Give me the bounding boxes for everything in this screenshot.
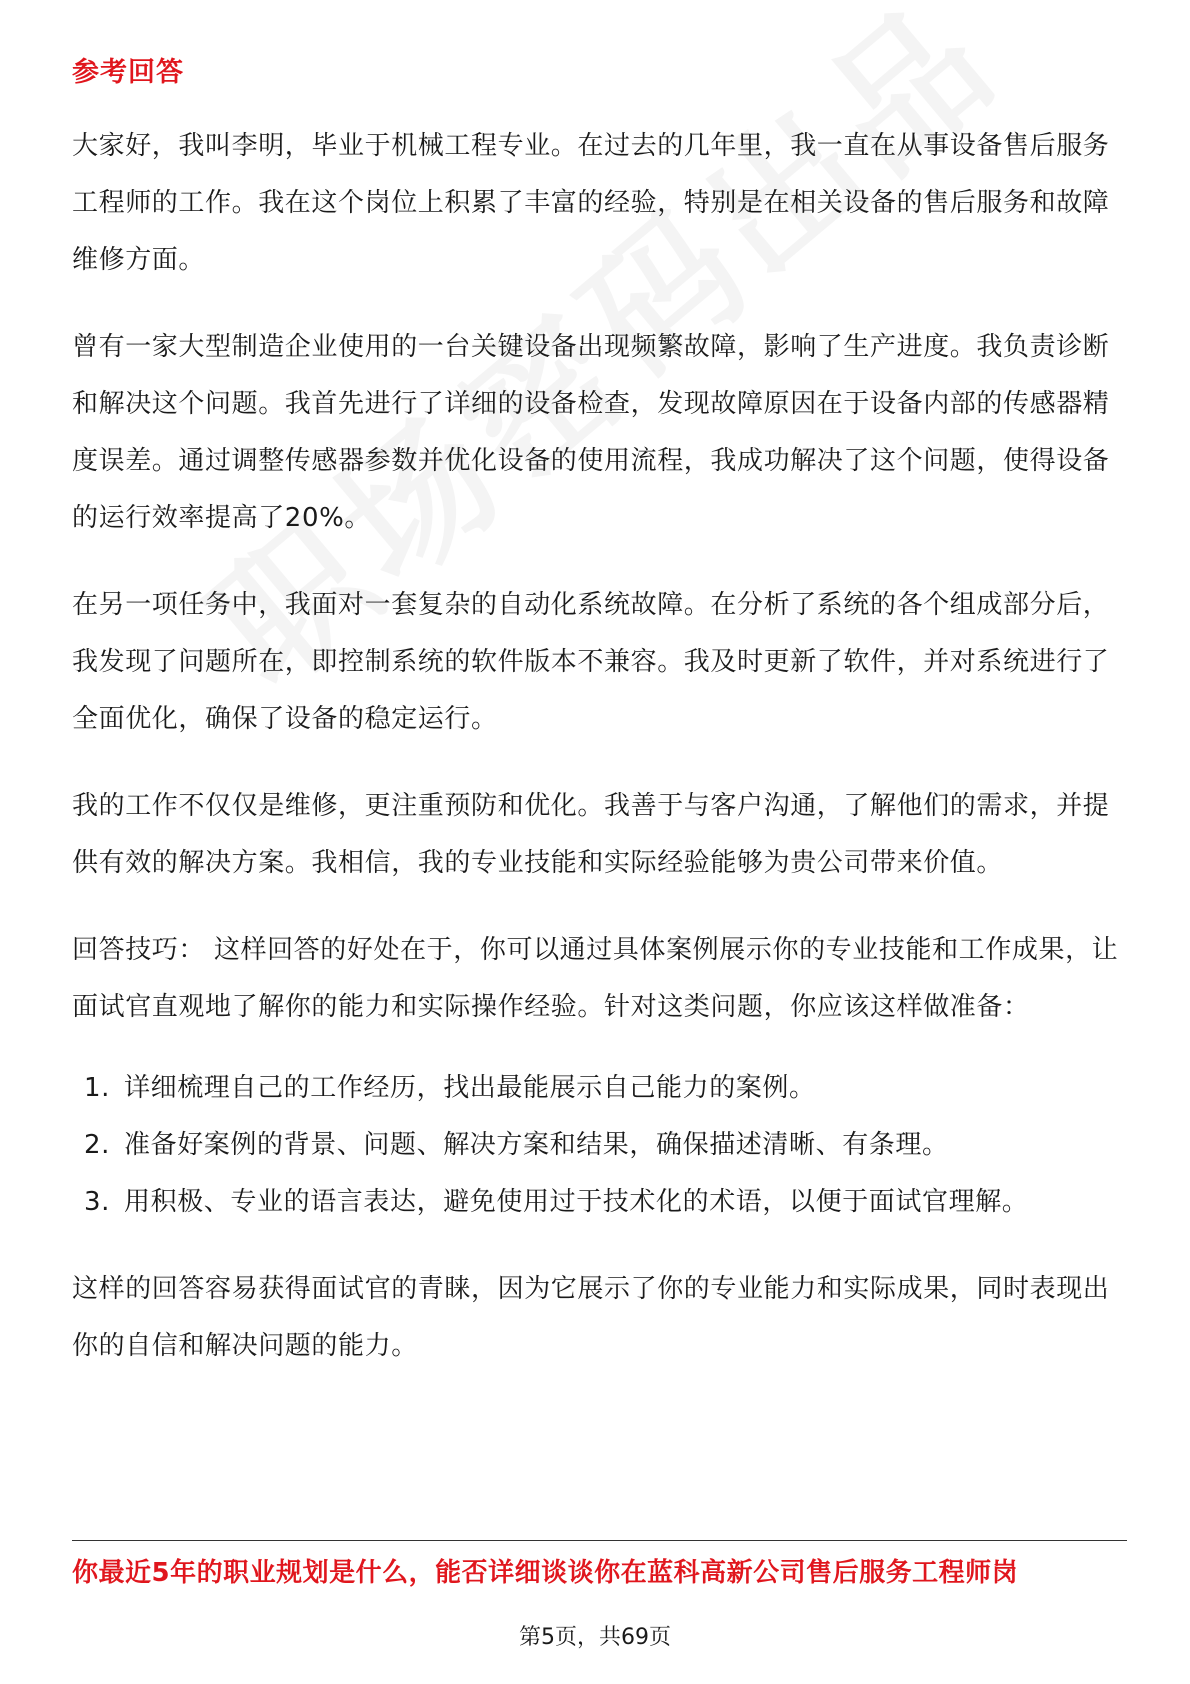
list-text: 详细梳理自己的工作经历，找出最能展示自己能力的案例。 bbox=[124, 1073, 816, 1103]
paragraph-case-2: 在另一项任务中，我面对一套复杂的自动化系统故障。在分析了系统的各个组成部分后，我发现了问题所在，即控制系统的软件版本不兼容。我及时更新了软件，并对系统进行了全面优化，确保了设备的稳定运行。 bbox=[72, 590, 1110, 734]
tips-list bbox=[72, 1060, 1122, 1231]
section-heading: 参考回答 bbox=[72, 57, 184, 88]
paragraph-closing: 这样的回答容易获得面试官的青睐，因为它展示了你的专业能力和实际成果，同时表现出你的自信和解决问题的能力。 bbox=[72, 1274, 1110, 1361]
list-item bbox=[72, 1060, 1122, 1117]
answer-body bbox=[72, 118, 1122, 1405]
list-number: 1. bbox=[84, 1073, 111, 1103]
paragraph-intro: 大家好，我叫李明，毕业于机械工程专业。在过去的几年里，我一直在从事设备售后服务工程师的工作。我在这个岗位上积累了丰富的经验，特别是在相关设备的售后服务和故障维修方面。 bbox=[72, 131, 1110, 275]
list-item bbox=[72, 1117, 1122, 1174]
paragraph-tips-intro: 回答技巧： 这样回答的好处在于，你可以通过具体案例展示你的专业技能和工作成果，让面试官直观地了解你的能力和实际操作经验。针对这类问题，你应该这样做准备： bbox=[72, 935, 1119, 1022]
page-number: 第5页，共69页 bbox=[519, 1625, 671, 1650]
list-text: 准备好案例的背景、问题、解决方案和结果，确保描述清晰、有条理。 bbox=[124, 1130, 949, 1160]
list-item bbox=[72, 1174, 1122, 1231]
list-number: 3. bbox=[84, 1187, 111, 1217]
paragraph-case-1: 曾有一家大型制造企业使用的一台关键设备出现频繁故障，影响了生产进度。我负责诊断和解决这个问题。我首先进行了详细的设备检查，发现故障原因在于设备内部的传感器精度误差。通过调整传感器参数并优化设备的使用流程，我成功解决了这个问题，使得设备的运行效率提高了20%。 bbox=[72, 332, 1110, 533]
next-question-title: 你最近5年的职业规划是什么，能否详细谈谈你在蓝科高新公司售后服务工程师岗 bbox=[72, 1558, 1019, 1588]
list-number: 2. bbox=[84, 1130, 111, 1160]
list-text: 用积极、专业的语言表达，避免使用过于技术化的术语，以便于面试官理解。 bbox=[124, 1187, 1029, 1217]
paragraph-value: 我的工作不仅仅是维修，更注重预防和优化。我善于与客户沟通，了解他们的需求，并提供有效的解决方案。我相信，我的专业技能和实际经验能够为贵公司带来价值。 bbox=[72, 791, 1110, 878]
divider bbox=[72, 1540, 1127, 1541]
